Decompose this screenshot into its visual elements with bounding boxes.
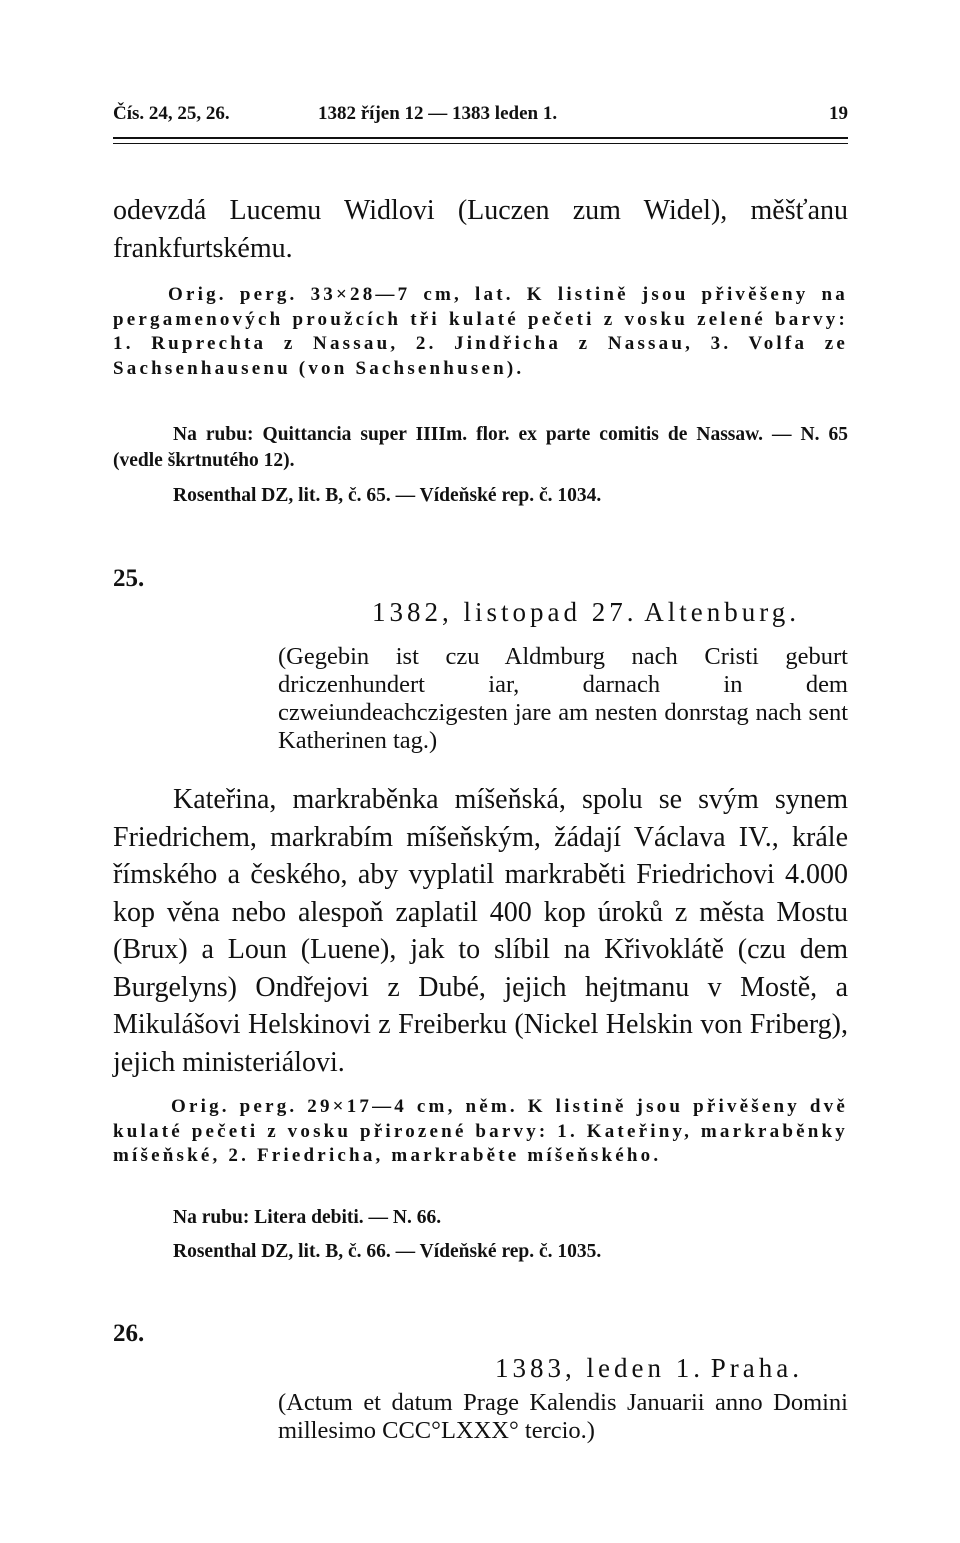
entry-25-dateline (372, 597, 800, 628)
entry-25-reference: Rosenthal DZ, lit. B, č. 66. — Vídeňské rep. č. 1035. (173, 1241, 602, 1262)
entry-24-original-description: Orig. perg. 33×28—7 cm, lat. K listině jsou přivěšeny na pergamenových proužcích tři kulaté pečeti z vosku zelené barvy: 1. Ruprechta z Nassau, 2. Jindřicha z Nassau, 3. Volfa ze Sachsenhausenu (von Sachsenhusen). (113, 284, 848, 379)
entry-25-dating-clause: (Gegebin ist czu Aldmburg nach Cristi geburt driczenhundert iar, darnach in dem czweiundeachczigesten jare am nesten donrstag nach sent Katherinen tag.) (278, 643, 848, 754)
entry-25-verso-note: Na rubu: Litera debiti. — N. 66. (173, 1207, 442, 1228)
entry-24-text-continuation: odevzdá Lucemu Widlovi (Luczen zum Widel), měšťanu frankfurtskému. (113, 195, 848, 264)
entry-25-regest-text: Kateřina, markraběnka míšeňská, spolu se svým synem Friedrichem, markrabím míšeňským, žádají Václava IV., krále římského a českého, aby vyplatil markraběti Friedrichovi 4.000 kop věna nebo alespoň zaplatil 400 kop úroků z města Mostu (Brux) a Loun (Luene), jak to slíbil na Křivoklátě (czu dem Burgelyns) Ondřejovi z Dubé, jejich hejtmanu v Mostě, a Mikulášovi Helskinovi z Freiberku (Nickel Helskin von Friberg), jejich ministeriálovi. (113, 784, 848, 1078)
entry-24-verso-note: Na rubu: Quittancia super IIIIm. flor. ex parte comitis de Nassaw. — N. 65 (vedle škrtnutého 12). (113, 424, 848, 471)
entry-24-reference: Rosenthal DZ, lit. B, č. 65. — Vídeňské rep. č. 1034. (173, 485, 602, 506)
entry-26-place: Praha. (710, 1353, 803, 1383)
page-number: 19 (829, 103, 848, 124)
entry-26-date: 1383, leden 1. (495, 1353, 704, 1383)
header-entry-numbers: Čís. 24, 25, 26. (113, 103, 230, 124)
header-date-range: 1382 říjen 12 — 1383 leden 1. (318, 103, 558, 124)
entry-25-date: 1382, listopad 27. (372, 597, 638, 627)
entry-26-dating-clause: (Actum et datum Prage Kalendis Januarii anno Domini millesimo CCC°LXXX° tercio.) (278, 1389, 848, 1444)
entry-26-number: 26. (113, 1320, 145, 1347)
header-rule-thin (113, 143, 848, 144)
running-header (113, 103, 848, 129)
entry-25-number: 25. (113, 565, 145, 592)
entry-26-dateline (495, 1353, 803, 1384)
entry-25-place: Altenburg. (644, 597, 800, 627)
header-rule-thick (113, 137, 848, 139)
entry-25-original-description: Orig. perg. 29×17—4 cm, něm. K listině jsou přivěšeny dvě kulaté pečeti z vosku přirozené barvy: 1. Kateřiny, markraběnky míšeňské, 2. Friedricha, markraběte míšeňského. (113, 1096, 848, 1166)
